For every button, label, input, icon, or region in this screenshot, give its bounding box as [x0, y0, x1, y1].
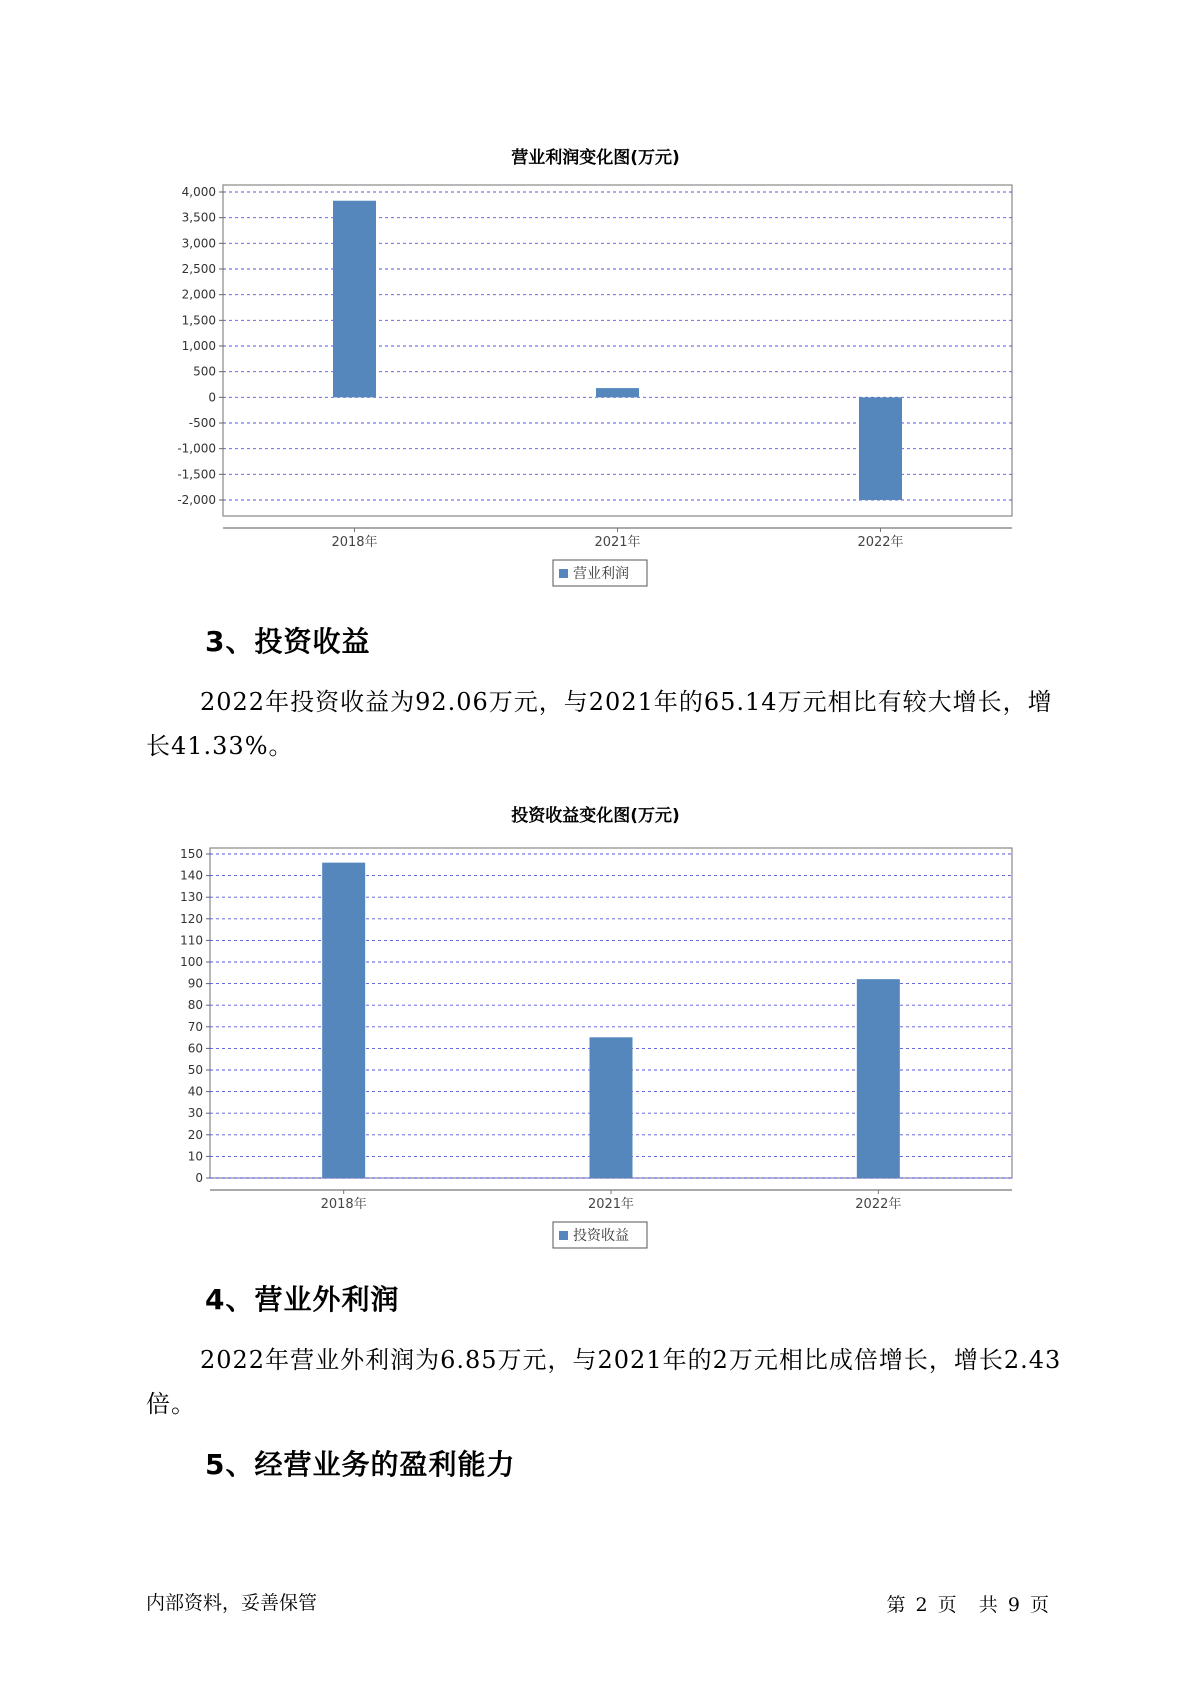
chart2-legend-swatch — [559, 1231, 568, 1240]
chart2-ytick-label: 50 — [187, 1063, 203, 1077]
chart1-ytick-label: 1,000 — [181, 339, 216, 353]
chart1-ytick-label: -500 — [188, 416, 216, 430]
chart2-ytick-label: 30 — [187, 1106, 203, 1121]
chart2-ytick-label: 110 — [180, 933, 203, 948]
chart2-xtick-label: 2022年 — [855, 1197, 902, 1212]
chart2-ytick-label: 130 — [180, 890, 203, 905]
chart1-xtick-label: 2022年 — [857, 535, 904, 550]
section4-heading: 4、营业外利润 — [205, 1283, 400, 1316]
chart1-ytick-label: 1,500 — [181, 313, 216, 328]
chart2-legend-label: 投资收益 — [573, 1228, 629, 1244]
chart1-ytick-label: -1,000 — [177, 441, 216, 456]
chart1-ytick-label: 3,500 — [181, 210, 216, 225]
chart1-ytick-label: -2,000 — [177, 493, 216, 507]
footer-confidential-note: 内部资料，妥善保管 — [146, 1592, 318, 1614]
chart2-xtick-label: 2018年 — [320, 1197, 367, 1212]
chart2-bar-2022年 — [857, 979, 900, 1178]
chart1-ytick-label: -1,500 — [177, 467, 216, 482]
chart1-ytick-label: 4,000 — [181, 185, 216, 199]
chart2-ytick-label: 20 — [187, 1127, 203, 1142]
chart2-ytick-label: 90 — [187, 976, 203, 991]
chart2-ytick-label: 80 — [187, 998, 203, 1013]
page-prefix: 第 — [886, 1594, 906, 1616]
chart2-legend — [553, 1222, 647, 1248]
chart2-ytick-label: 0 — [195, 1171, 203, 1185]
chart2-ytick-label: 120 — [180, 911, 203, 926]
total-prefix: 共 — [978, 1594, 998, 1616]
chart1-ytick-label: 0 — [208, 390, 216, 405]
chart2-ytick-label: 60 — [187, 1041, 203, 1056]
chart2-title: 投资收益变化图(万元) — [511, 806, 680, 826]
chart2-ytick-label: 150 — [180, 847, 203, 861]
chart1-ytick-label: 2,500 — [181, 262, 216, 276]
section4-paragraph: 2022年营业外利润为6.85万元，与2021年的2万元相比成倍增长，增长2.43倍。 — [146, 1346, 1062, 1418]
chart1-ytick-label: 3,000 — [181, 236, 216, 251]
chart2-xtick-label: 2021年 — [587, 1197, 635, 1212]
total-num: 9 — [1007, 1594, 1020, 1616]
chart2-ytick-label: 70 — [187, 1019, 203, 1034]
section5-heading: 5、经营业务的盈利能力 — [205, 1448, 516, 1481]
total-suffix: 页 — [1029, 1594, 1049, 1616]
page-num: 2 — [915, 1594, 928, 1616]
chart1-ytick-label: 500 — [193, 364, 216, 379]
chart2-ytick-label: 100 — [180, 955, 203, 969]
chart2-bar-2021年 — [590, 1037, 633, 1178]
chart1-title: 营业利润变化图(万元) — [511, 148, 680, 168]
chart1-ytick-label: 2,000 — [181, 287, 216, 302]
chart2-bar-2018年 — [322, 863, 365, 1178]
chart1-xtick-label: 2021年 — [594, 535, 641, 550]
chart1-xtick-label: 2018年 — [331, 535, 378, 550]
chart2-ytick-label: 140 — [180, 868, 203, 883]
footer-page-number — [884, 1590, 1051, 1617]
page-mid: 页 — [937, 1594, 957, 1616]
chart2-ytick-label: 10 — [187, 1149, 203, 1164]
section3-paragraph: 2022年投资收益为92.06万元，与2021年的65.14万元相比有较大增长，增长41.33%。 — [146, 688, 1053, 760]
chart1-legend-label: 营业利润 — [573, 566, 629, 582]
chart2-ytick-label: 40 — [187, 1084, 203, 1099]
section3-heading: 3、投资收益 — [205, 625, 371, 658]
